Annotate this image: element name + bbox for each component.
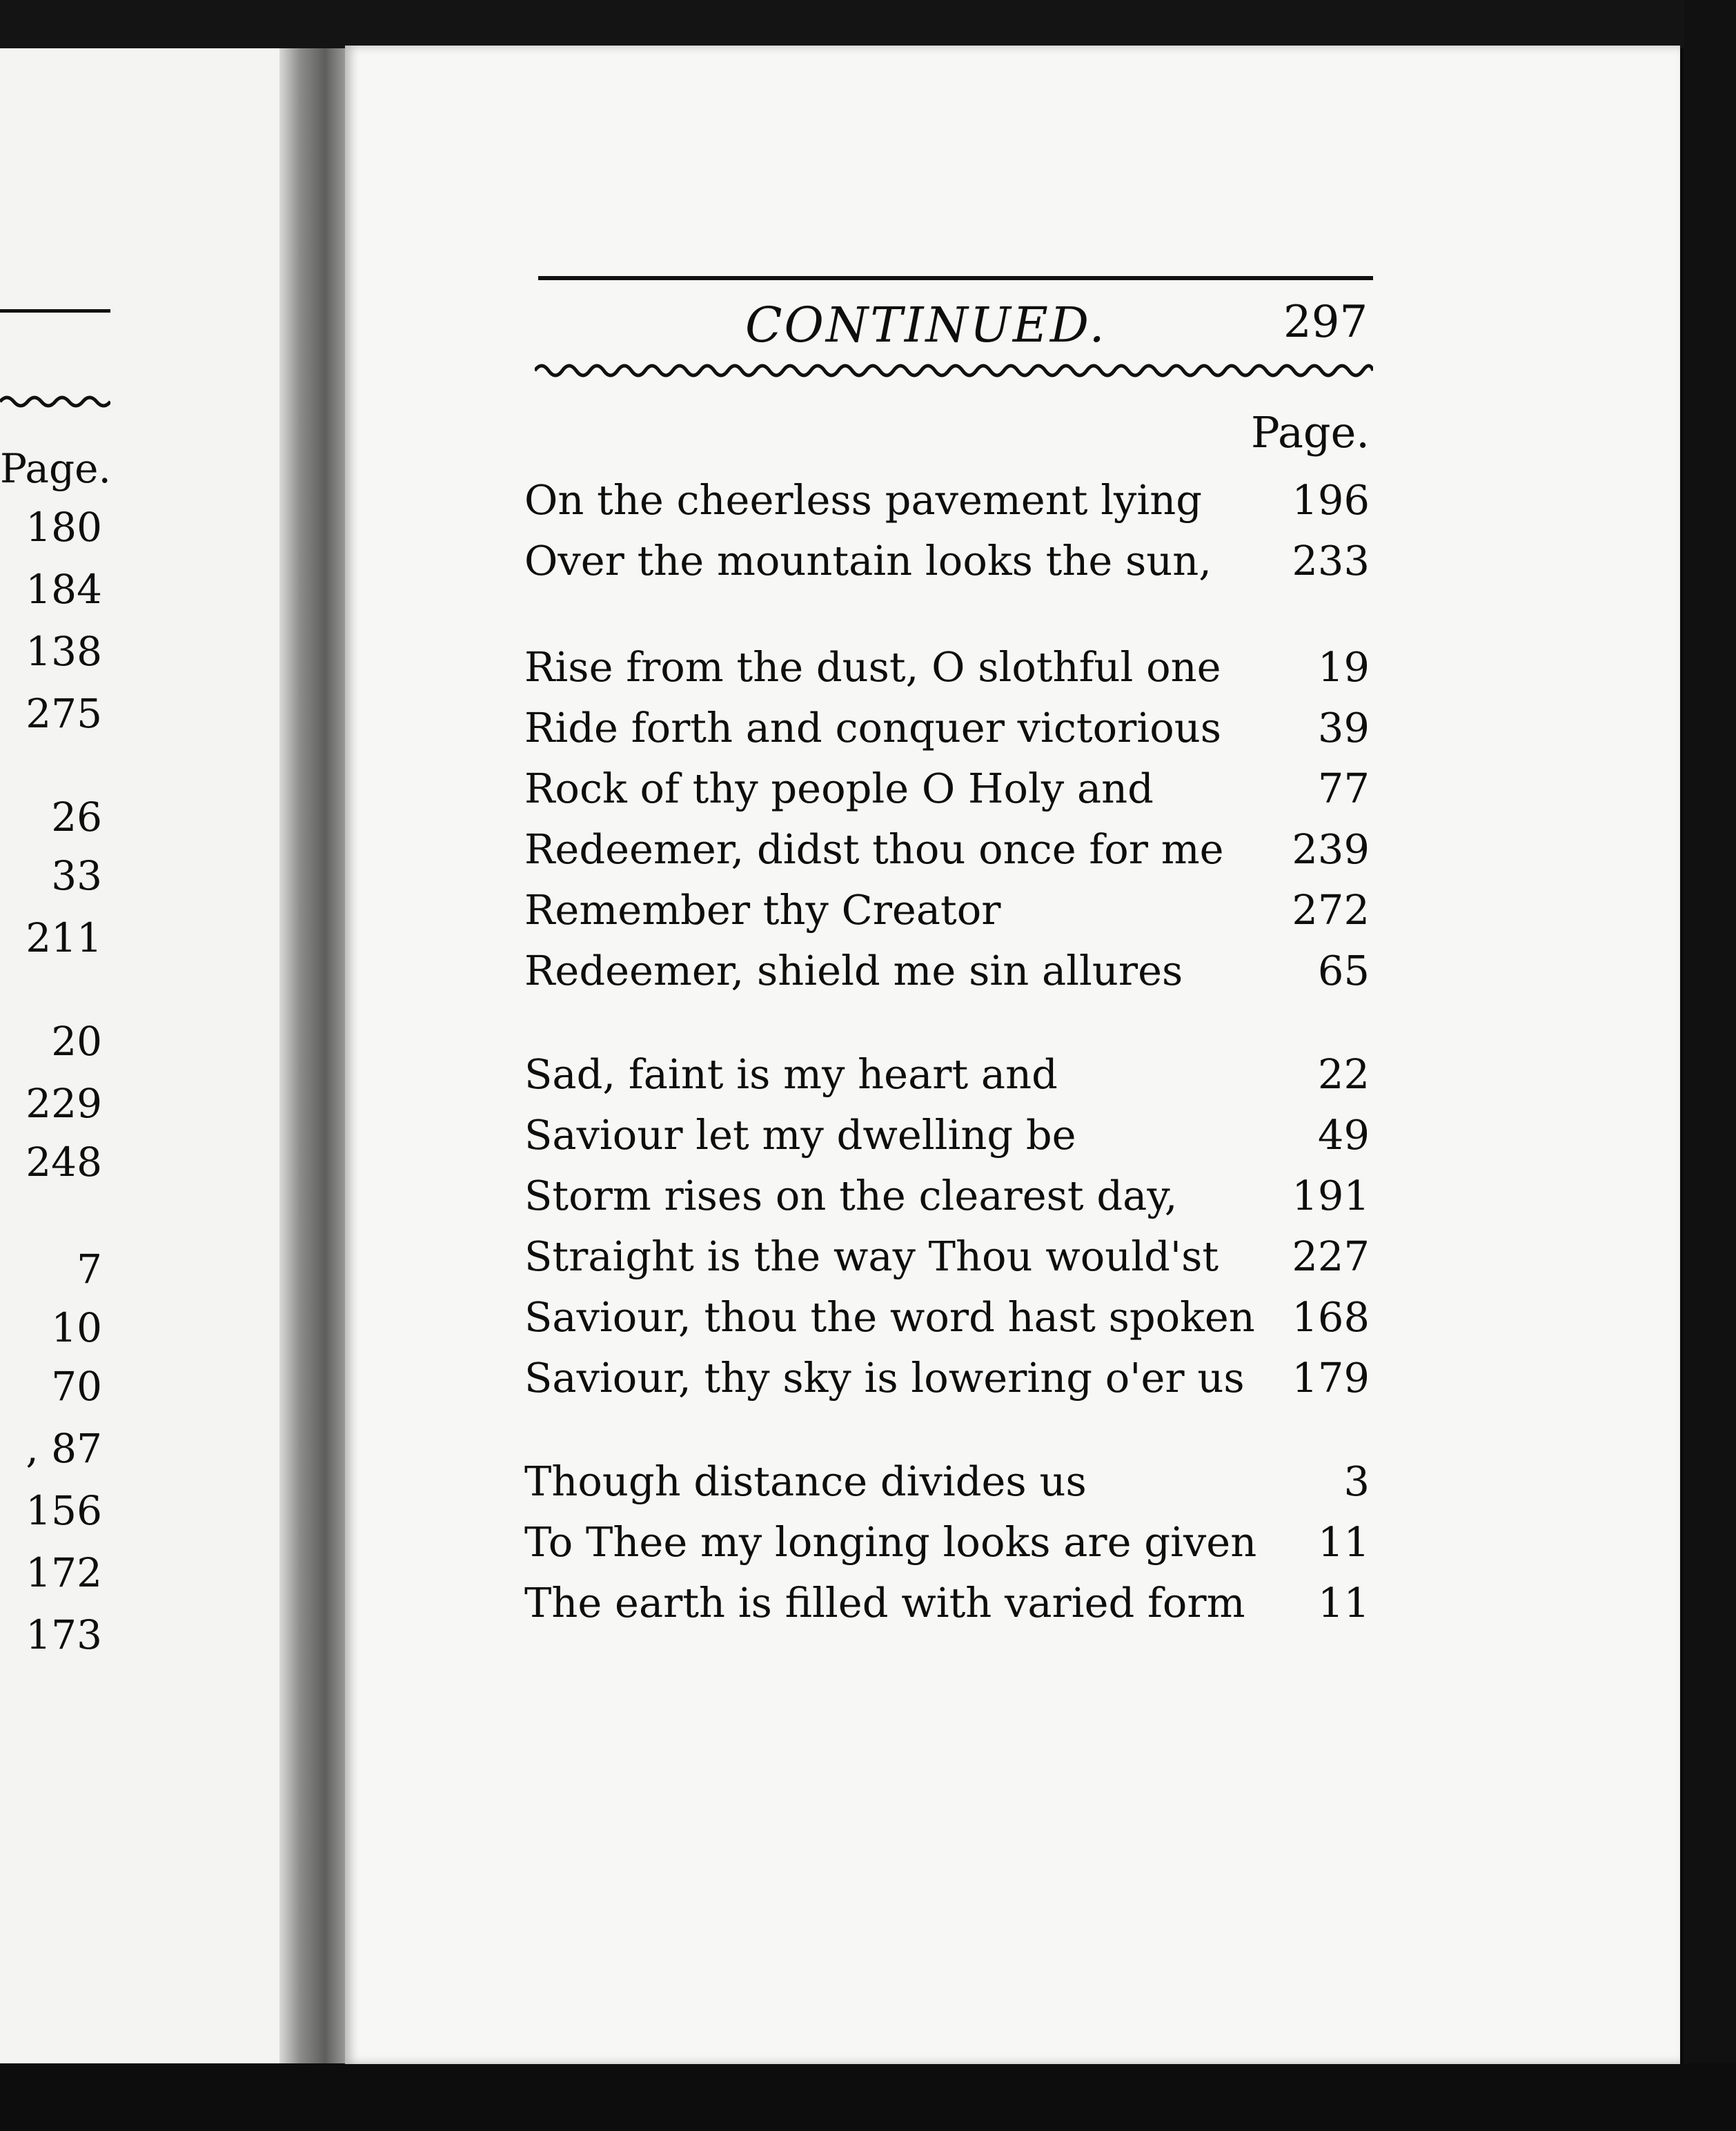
index-entry [524,1579,1370,1627]
entry-title: On the cheerless pavement lying [524,476,1203,524]
entry-title: Redeemer, shield me sin allures [524,947,1183,994]
entry-page: 22 [1317,1050,1370,1098]
page-title: CONTINUED. [745,297,1107,353]
left-page-number: 173 [26,1611,102,1658]
entry-page: 239 [1292,825,1370,873]
entry-page: 272 [1292,886,1370,934]
index-entry [524,1111,1370,1159]
left-page-number: 248 [26,1139,102,1186]
entry-page: 11 [1317,1518,1370,1566]
entry-title: Saviour, thou the word hast spoken [524,1293,1255,1341]
entry-title: To Thee my longing looks are given [524,1518,1257,1566]
left-page-number: 184 [26,566,102,613]
left-page-rule [0,309,110,313]
left-page-number: 10 [51,1304,102,1351]
left-page-number: 229 [26,1080,102,1127]
entry-page: 179 [1292,1354,1370,1402]
entry-page: 227 [1292,1233,1370,1280]
scan-border-right [1684,0,1736,2131]
left-page-number: 70 [51,1363,102,1410]
index-entry [524,1233,1370,1281]
entry-page: 77 [1317,765,1370,812]
entry-page: 191 [1292,1172,1370,1219]
left-page-number: , 87 [26,1425,102,1472]
left-page-number: 211 [26,914,102,961]
left-page-number: 20 [51,1018,102,1065]
entry-title: Saviour let my dwelling be [524,1111,1076,1159]
entry-page: 233 [1292,537,1370,585]
entry-title: Though distance divides us [524,1457,1087,1505]
entry-title: Rock of thy people O Holy and [524,765,1154,812]
index-entry [524,537,1370,585]
index-entry [524,825,1370,874]
entry-title: Over the mountain looks the sun, [524,537,1212,585]
index-entry [524,1293,1370,1342]
entry-title: Straight is the way Thou would'st [524,1233,1219,1280]
index-entry [524,1518,1370,1567]
entry-title: Rise from the dust, O slothful one [524,643,1221,691]
index-entry [524,765,1370,813]
index-entry [524,1457,1370,1506]
left-page-number: 7 [77,1246,102,1293]
entry-title: Remember thy Creator [524,886,1001,934]
left-page-wavy-rule [0,388,110,415]
entry-page: 11 [1317,1579,1370,1627]
entry-page: 39 [1317,704,1370,752]
entry-title: Redeemer, didst thou once for me [524,825,1224,873]
header-rule [538,276,1373,280]
page-number: 297 [1283,297,1368,348]
entry-page: 19 [1317,643,1370,691]
index-entry [524,704,1370,752]
page-column-label: Page. [1251,407,1370,458]
index-entry [524,1354,1370,1402]
index-entry [524,1172,1370,1220]
index-entry [524,947,1370,995]
left-page-column-label: Page. [0,445,111,492]
left-page-number: 156 [26,1487,102,1534]
left-page [0,48,304,2063]
left-page-number: 180 [26,504,102,551]
index-entry [524,1050,1370,1099]
entry-title: Saviour, thy sky is lowering o'er us [524,1354,1245,1402]
entry-page: 49 [1317,1111,1370,1159]
index-entry [524,886,1370,934]
index-entry [524,476,1370,524]
entry-title: Storm rises on the clearest day, [524,1172,1178,1219]
left-page-number: 172 [26,1549,102,1596]
scan-border-bottom [0,2063,1736,2131]
entry-title: Ride forth and conquer victorious [524,704,1222,752]
entry-page: 196 [1292,476,1370,524]
index-entry [524,643,1370,691]
left-page-number: 275 [26,690,102,737]
left-page-number: 138 [26,628,102,675]
wavy-rule [535,355,1373,386]
left-page-number: 26 [51,794,102,841]
entry-page: 3 [1343,1457,1370,1505]
scan-border-top [0,0,1736,48]
left-page-number: 33 [51,852,102,899]
entry-title: Sad, faint is my heart and [524,1050,1058,1098]
entry-title: The earth is filled with varied form [524,1579,1245,1627]
entry-page: 65 [1317,947,1370,994]
entry-page: 168 [1292,1293,1370,1341]
